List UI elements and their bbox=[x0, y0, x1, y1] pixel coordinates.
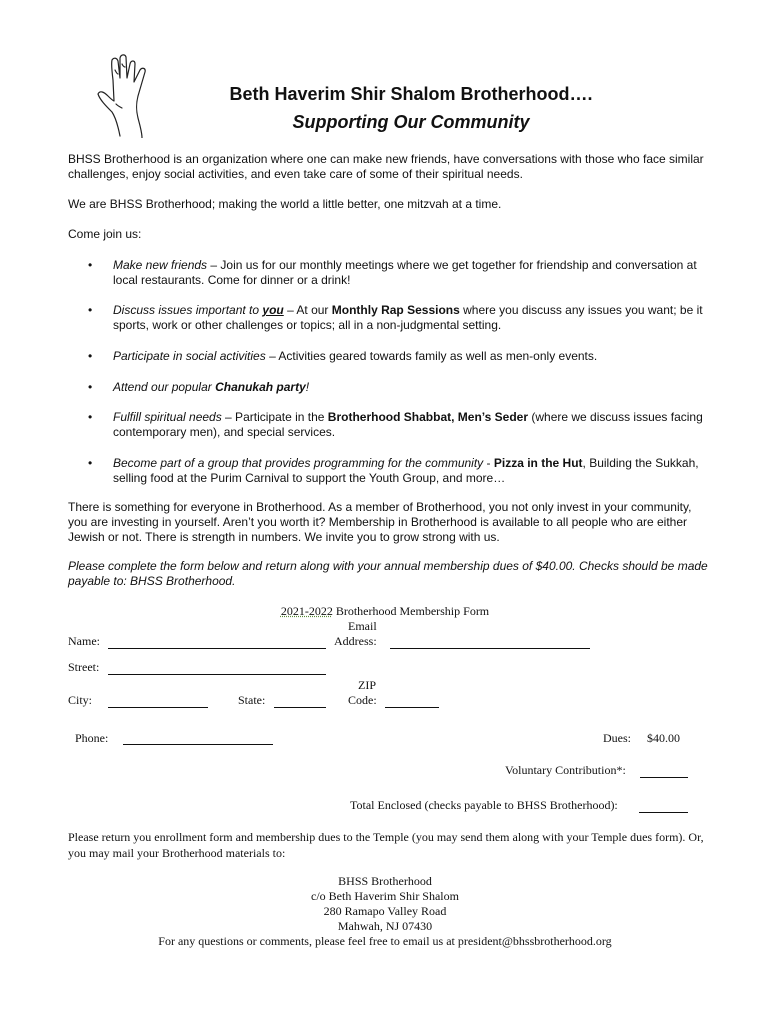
list-item: Participate in social activities – Activities geared towards family as well as men-only events. bbox=[113, 349, 598, 363]
email-label-line1: Email bbox=[348, 619, 377, 633]
list-item: Discuss issues important to you – At our Monthly Rap Sessions where you discuss any issues you want; be it sports, work or other challenges or topics; all in a non-judgmental setting. bbox=[113, 303, 703, 332]
dues-value: $40.00 bbox=[647, 731, 680, 745]
street-field[interactable] bbox=[108, 674, 326, 675]
page-title: Beth Haverim Shir Shalom Brotherhood…. bbox=[229, 84, 593, 104]
closing-paragraph: There is something for everyone in Brotherhood. As a member of Brotherhood, you not only invest in your community, you are investing in yourself. Aren’t you worth it? Membership in Brotherhood is available to all people who are either Jewish or not. There is strength in numbers. We invite you to grow strong with us. bbox=[68, 500, 692, 544]
state-field[interactable] bbox=[274, 707, 326, 708]
phone-label: Phone: bbox=[75, 731, 109, 745]
address-line: BHSS Brotherhood bbox=[338, 874, 432, 888]
total-enclosed-field[interactable] bbox=[639, 812, 688, 813]
list-item: Become part of a group that provides programming for the community - Pizza in the Hut, Building the Sukkah, selling food at the Purim Carnival to support the Youth Group, and more… bbox=[113, 456, 699, 485]
bullet-marker: • bbox=[88, 303, 93, 317]
voluntary-contribution-label: Voluntary Contribution*: bbox=[505, 763, 626, 777]
address-line: c/o Beth Haverim Shir Shalom bbox=[311, 889, 459, 903]
bullet-marker: • bbox=[88, 456, 93, 470]
join-us-heading: Come join us: bbox=[68, 227, 142, 241]
bullet-marker: • bbox=[88, 258, 93, 272]
state-label: State: bbox=[238, 693, 266, 707]
bullet-marker: • bbox=[88, 349, 93, 363]
name-label: Name: bbox=[68, 634, 100, 648]
mailing-address bbox=[0, 874, 770, 949]
page-subtitle: Supporting Our Community bbox=[292, 112, 530, 132]
phone-field[interactable] bbox=[123, 744, 273, 745]
zip-label-line1: ZIP bbox=[358, 678, 376, 692]
dues-instructions: Please complete the form below and return along with your annual membership dues of $40.00. Checks should be made payable to: BHSS Brotherhood. bbox=[68, 559, 708, 588]
list-item: Make new friends – Join us for our monthly meetings where we get together for friendship and conversation at local restaurants. Come for dinner or a drink! bbox=[113, 258, 697, 287]
email-label-line2: Address: bbox=[334, 634, 377, 648]
mission-statement: We are BHSS Brotherhood; making the world a little better, one mitzvah at a time. bbox=[68, 197, 502, 211]
email-field[interactable] bbox=[390, 648, 590, 649]
list-item: Fulfill spiritual needs – Participate in the Brotherhood Shabbat, Men’s Seder (where we discuss issues facing contemporary men), and special services. bbox=[113, 410, 703, 439]
dues-label: Dues: bbox=[603, 731, 631, 745]
total-enclosed-label: Total Enclosed (checks payable to BHSS Brotherhood): bbox=[350, 798, 618, 812]
city-field[interactable] bbox=[108, 707, 208, 708]
list-item: Attend our popular Chanukah party! bbox=[113, 380, 310, 394]
zip-label-line2: Code: bbox=[348, 693, 377, 707]
return-instructions: Please return you enrollment form and membership dues to the Temple (you may send them along with your Temple dues form). Or, you may mail your Brotherhood materials to: bbox=[68, 830, 704, 860]
address-line: Mahwah, NJ 07430 bbox=[337, 919, 433, 933]
form-title: 2021-2022 Brotherhood Membership Form bbox=[280, 604, 490, 618]
city-label: City: bbox=[68, 693, 93, 707]
bullet-marker: • bbox=[88, 410, 93, 424]
contact-line: For any questions or comments, please feel free to email us at president@bhssbrotherhood.org bbox=[158, 934, 612, 948]
zip-field[interactable] bbox=[385, 707, 439, 708]
bullet-marker: • bbox=[88, 380, 93, 394]
street-label: Street: bbox=[68, 660, 100, 674]
address-line: 280 Ramapo Valley Road bbox=[323, 904, 447, 918]
intro-paragraph: BHSS Brotherhood is an organization where one can make new friends, have conversations with those who face similar challenges, enjoy social activities, and even take care of some of their spiritual needs. bbox=[68, 152, 704, 181]
name-field[interactable] bbox=[108, 648, 326, 649]
voluntary-contribution-field[interactable] bbox=[640, 777, 688, 778]
